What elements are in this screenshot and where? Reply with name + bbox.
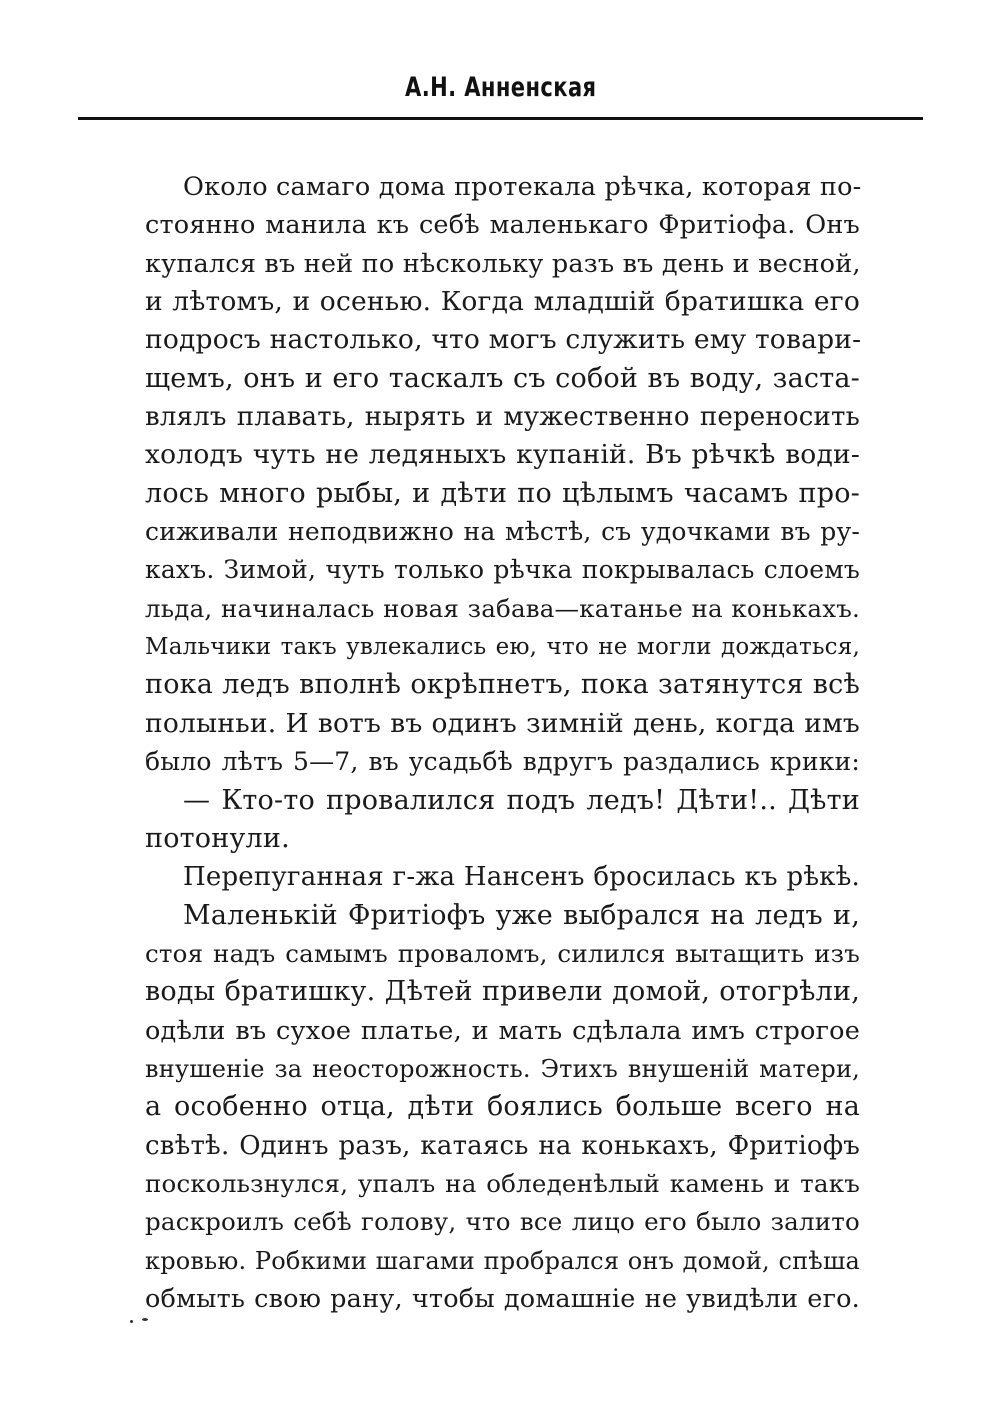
text-line: сиживали неподвижно на мѣстѣ, съ удочками въ ру-	[145, 517, 860, 547]
text-line: раскроилъ себѣ голову, что все лицо его было залито	[145, 1207, 860, 1237]
text-line: внушеніе за неосторожность. Этихъ внушеній матери,	[145, 1054, 860, 1083]
text-line: Мальчики такъ увлекались ею, что не могли дождаться,	[145, 634, 860, 661]
text-line: а особенно отца, дѣти боялись больше всего на	[145, 1091, 860, 1123]
text-line: поскользнулся, упалъ на обледенѣлый камень и такъ	[145, 1168, 860, 1198]
text-line: кахъ. Зимой, чуть только рѣчка покрывалась слоемъ	[145, 555, 860, 585]
header-author-title: А.Н. Анненская	[404, 72, 597, 103]
text-line: Около самаго дома протекала рѣчка, которая по-	[183, 172, 862, 202]
text-line: обмыть свою рану, чтобы домашніе не увидѣли его.	[145, 1283, 860, 1314]
text-line: кровью. Робкими шагами пробрался онъ домой, спѣша	[145, 1246, 860, 1275]
text-line: лось много рыбы, и дѣти по цѣлымъ часамъ про-	[145, 477, 860, 509]
text-line: и лѣтомъ, и осенью. Когда младшій братишка его	[145, 286, 860, 318]
text-line: одѣли въ сухое платье, и мать сдѣлала имъ строгое	[145, 1015, 860, 1046]
header-divider	[78, 117, 923, 120]
text-line: Перепуганная г-жа Нансенъ бросилась къ рѣкѣ.	[183, 862, 860, 893]
text-line: щемъ, онъ и его таскалъ съ собой въ воду, заста-	[145, 362, 860, 394]
text-line: пока ледъ вполнѣ окрѣпнетъ, пока затянутся всѣ	[145, 669, 860, 701]
body-text	[145, 168, 860, 1318]
print-specks	[130, 1318, 150, 1326]
text-line: — Кто-то провалился подъ ледъ! Дѣти!.. Дѣти	[183, 784, 860, 816]
text-line: Маленькій Фритіофъ уже выбрался на ледъ и,	[183, 899, 860, 931]
text-line: воды братишку. Дѣтей привели домой, отогрѣли,	[145, 976, 860, 1008]
text-line: влялъ плавать, нырять и мужественно переносить	[145, 402, 860, 433]
text-line: холодъ чуть не ледяныхъ купаній. Въ рѣчкѣ води-	[145, 439, 860, 471]
text-line: было лѣтъ 5—7, въ усадьбѣ вдругъ раздались крики:	[145, 747, 860, 777]
text-line: полыньи. И вотъ въ одинъ зимній день, когда имъ	[145, 707, 860, 739]
running-header	[78, 72, 923, 103]
text-line: льда, начиналась новая забава—катанье на конькахъ.	[145, 593, 860, 623]
text-line: потонули.	[145, 822, 290, 854]
text-line: купался въ ней по нѣскольку разъ въ день и весной,	[145, 248, 861, 279]
text-line: свѣтѣ. Одинъ разъ, катаясь на конькахъ, Фритіофъ	[145, 1130, 860, 1161]
text-line: стоянно манила къ себѣ маленькаго Фритіофа. Онъ	[145, 210, 860, 241]
text-line: подросъ настолько, что могъ служить ему товари-	[145, 324, 862, 356]
text-line: стоя надъ самымъ проваломъ, силился вытащить изъ	[145, 938, 860, 968]
